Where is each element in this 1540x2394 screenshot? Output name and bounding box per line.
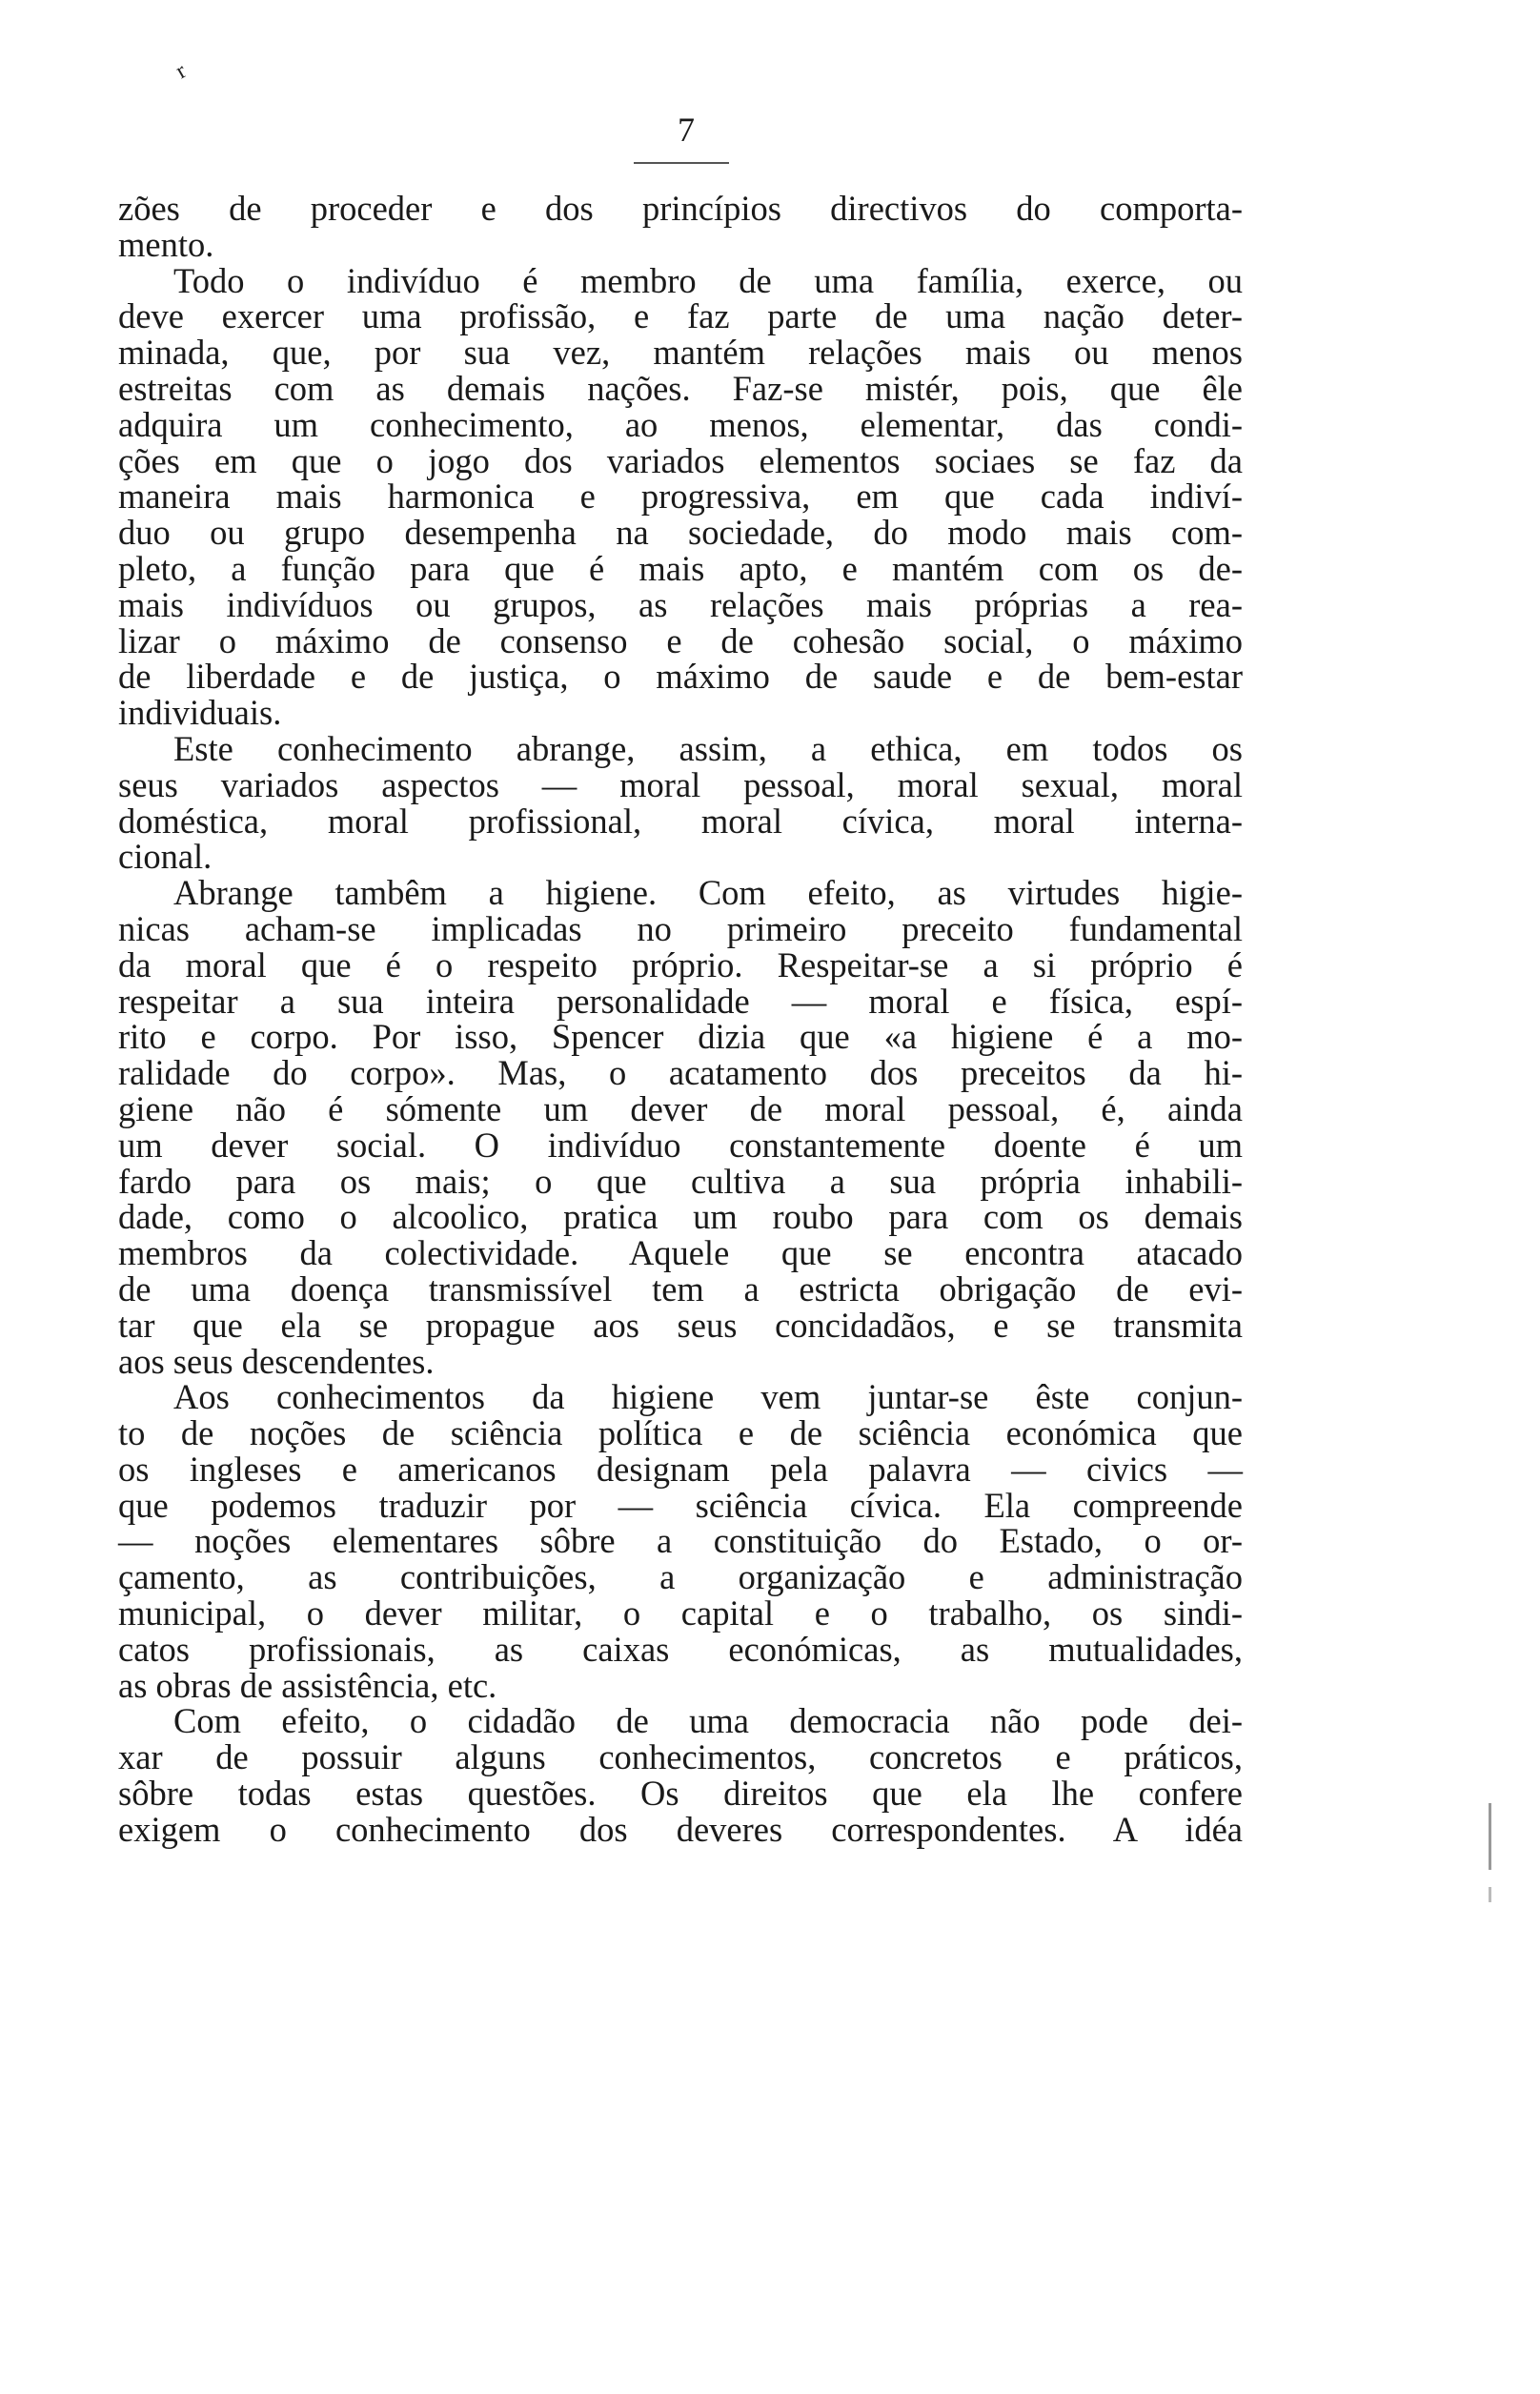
text-line: minada, que, por sua vez, mantém relações mais ou menos bbox=[118, 333, 1243, 373]
text-line: respeitar a sua inteira personalidade — moral e física, espí- bbox=[118, 981, 1243, 1021]
stray-pen-mark: r bbox=[171, 58, 191, 85]
margin-speck bbox=[1489, 1803, 1491, 1870]
text-line: to de noções de sciência política e de sciência económica que bbox=[118, 1413, 1243, 1453]
text-line: Abrange tambêm a higiene. Com efeito, as virtudes higie- bbox=[173, 873, 1243, 913]
text-line: Com efeito, o cidadão de uma democracia não pode dei- bbox=[173, 1701, 1243, 1741]
text-line: os ingleses e americanos designam pela palavra — civics — bbox=[118, 1449, 1243, 1489]
page-number-rule bbox=[634, 162, 729, 164]
text-line: çamento, as contribuições, a organização e administração bbox=[118, 1557, 1243, 1597]
text-line: cional. bbox=[118, 837, 213, 877]
text-line: sôbre todas estas questões. Os direitos que ela lhe confere bbox=[118, 1774, 1243, 1814]
text-line: pleto, a função para que é mais apto, e mantém com os de- bbox=[118, 548, 1243, 588]
text-line: lizar o máximo de consenso e de cohesão social, o máximo bbox=[118, 620, 1243, 660]
text-line: exigem o conhecimento dos deveres correspondentes. A idéa bbox=[118, 1809, 1243, 1849]
page-number: 7 bbox=[678, 111, 695, 149]
text-line: Este conhecimento abrange, assim, a ethica, em todos os bbox=[173, 728, 1243, 768]
text-line: adquira um conhecimento, ao menos, elementar, das condi- bbox=[118, 404, 1243, 444]
text-line: aos seus descendentes. bbox=[118, 1341, 435, 1381]
text-line: seus variados aspectos — moral pessoal, moral sexual, moral bbox=[118, 764, 1243, 804]
text-line: fardo para os mais; o que cultiva a sua própria inhabili- bbox=[118, 1161, 1243, 1201]
text-line: maneira mais harmonica e progressiva, em que cada indiví- bbox=[118, 477, 1243, 517]
text-line: catos profissionais, as caixas económicas, as mutualidades, bbox=[118, 1629, 1243, 1669]
text-line: doméstica, moral profissional, moral cívica, moral interna- bbox=[118, 801, 1243, 841]
text-line: de liberdade e de justiça, o máximo de saude e de bem-estar bbox=[118, 657, 1243, 697]
text-line: dade, como o alcoolico, pratica um roubo para com os demais bbox=[118, 1197, 1243, 1237]
text-line: Aos conhecimentos da higiene vem juntar-se êste conjun- bbox=[173, 1377, 1243, 1417]
text-line: nicas acham-se implicadas no primeiro preceito fundamental bbox=[118, 908, 1243, 948]
text-line: individuais. bbox=[118, 693, 282, 733]
text-line: mais indivíduos ou grupos, as relações mais próprias a rea- bbox=[118, 584, 1243, 624]
text-line: da moral que é o respeito próprio. Respeitar-se a si próprio é bbox=[118, 944, 1243, 984]
text-line: ralidade do corpo». Mas, o acatamento dos preceitos da hi- bbox=[118, 1053, 1243, 1093]
text-line: um dever social. O indivíduo constantemente doente é um bbox=[118, 1125, 1243, 1165]
text-line: rito e corpo. Por isso, Spencer dizia que «a higiene é a mo- bbox=[118, 1017, 1243, 1057]
text-line: Todo o indivíduo é membro de uma família, exerce, ou bbox=[173, 260, 1243, 300]
text-line: estreitas com as demais nações. Faz-se mistér, pois, que êle bbox=[118, 368, 1243, 408]
text-line: — noções elementares sôbre a constituição do Estado, o or- bbox=[118, 1521, 1243, 1561]
text-line: duo ou grupo desempenha na sociedade, do modo mais com- bbox=[118, 513, 1243, 553]
text-line: xar de possuir alguns conhecimentos, concretos e práticos, bbox=[118, 1737, 1243, 1777]
text-line: que podemos traduzir por — sciência cívica. Ela compreende bbox=[118, 1485, 1243, 1525]
text-line: giene não é sómente um dever de moral pessoal, é, ainda bbox=[118, 1088, 1243, 1128]
text-line: deve exercer uma profissão, e faz parte de uma nação deter- bbox=[118, 296, 1243, 336]
margin-speck bbox=[1489, 1887, 1491, 1902]
text-line: de uma doença transmissível tem a estricta obrigação de evi- bbox=[118, 1268, 1243, 1309]
text-line: mento. bbox=[118, 224, 214, 264]
text-line: zões de proceder e dos princípios directivos do comporta- bbox=[118, 189, 1243, 228]
text-line: tar que ela se propague aos seus concidadãos, e se transmita bbox=[118, 1305, 1243, 1345]
text-line: as obras de assistência, etc. bbox=[118, 1665, 497, 1705]
body-text bbox=[118, 191, 1243, 1848]
text-line: membros da colectividade. Aquele que se encontra atacado bbox=[118, 1233, 1243, 1273]
text-line: municipal, o dever militar, o capital e o trabalho, os sindi- bbox=[118, 1593, 1243, 1633]
text-line: ções em que o jogo dos variados elementos sociaes se faz da bbox=[118, 440, 1243, 480]
